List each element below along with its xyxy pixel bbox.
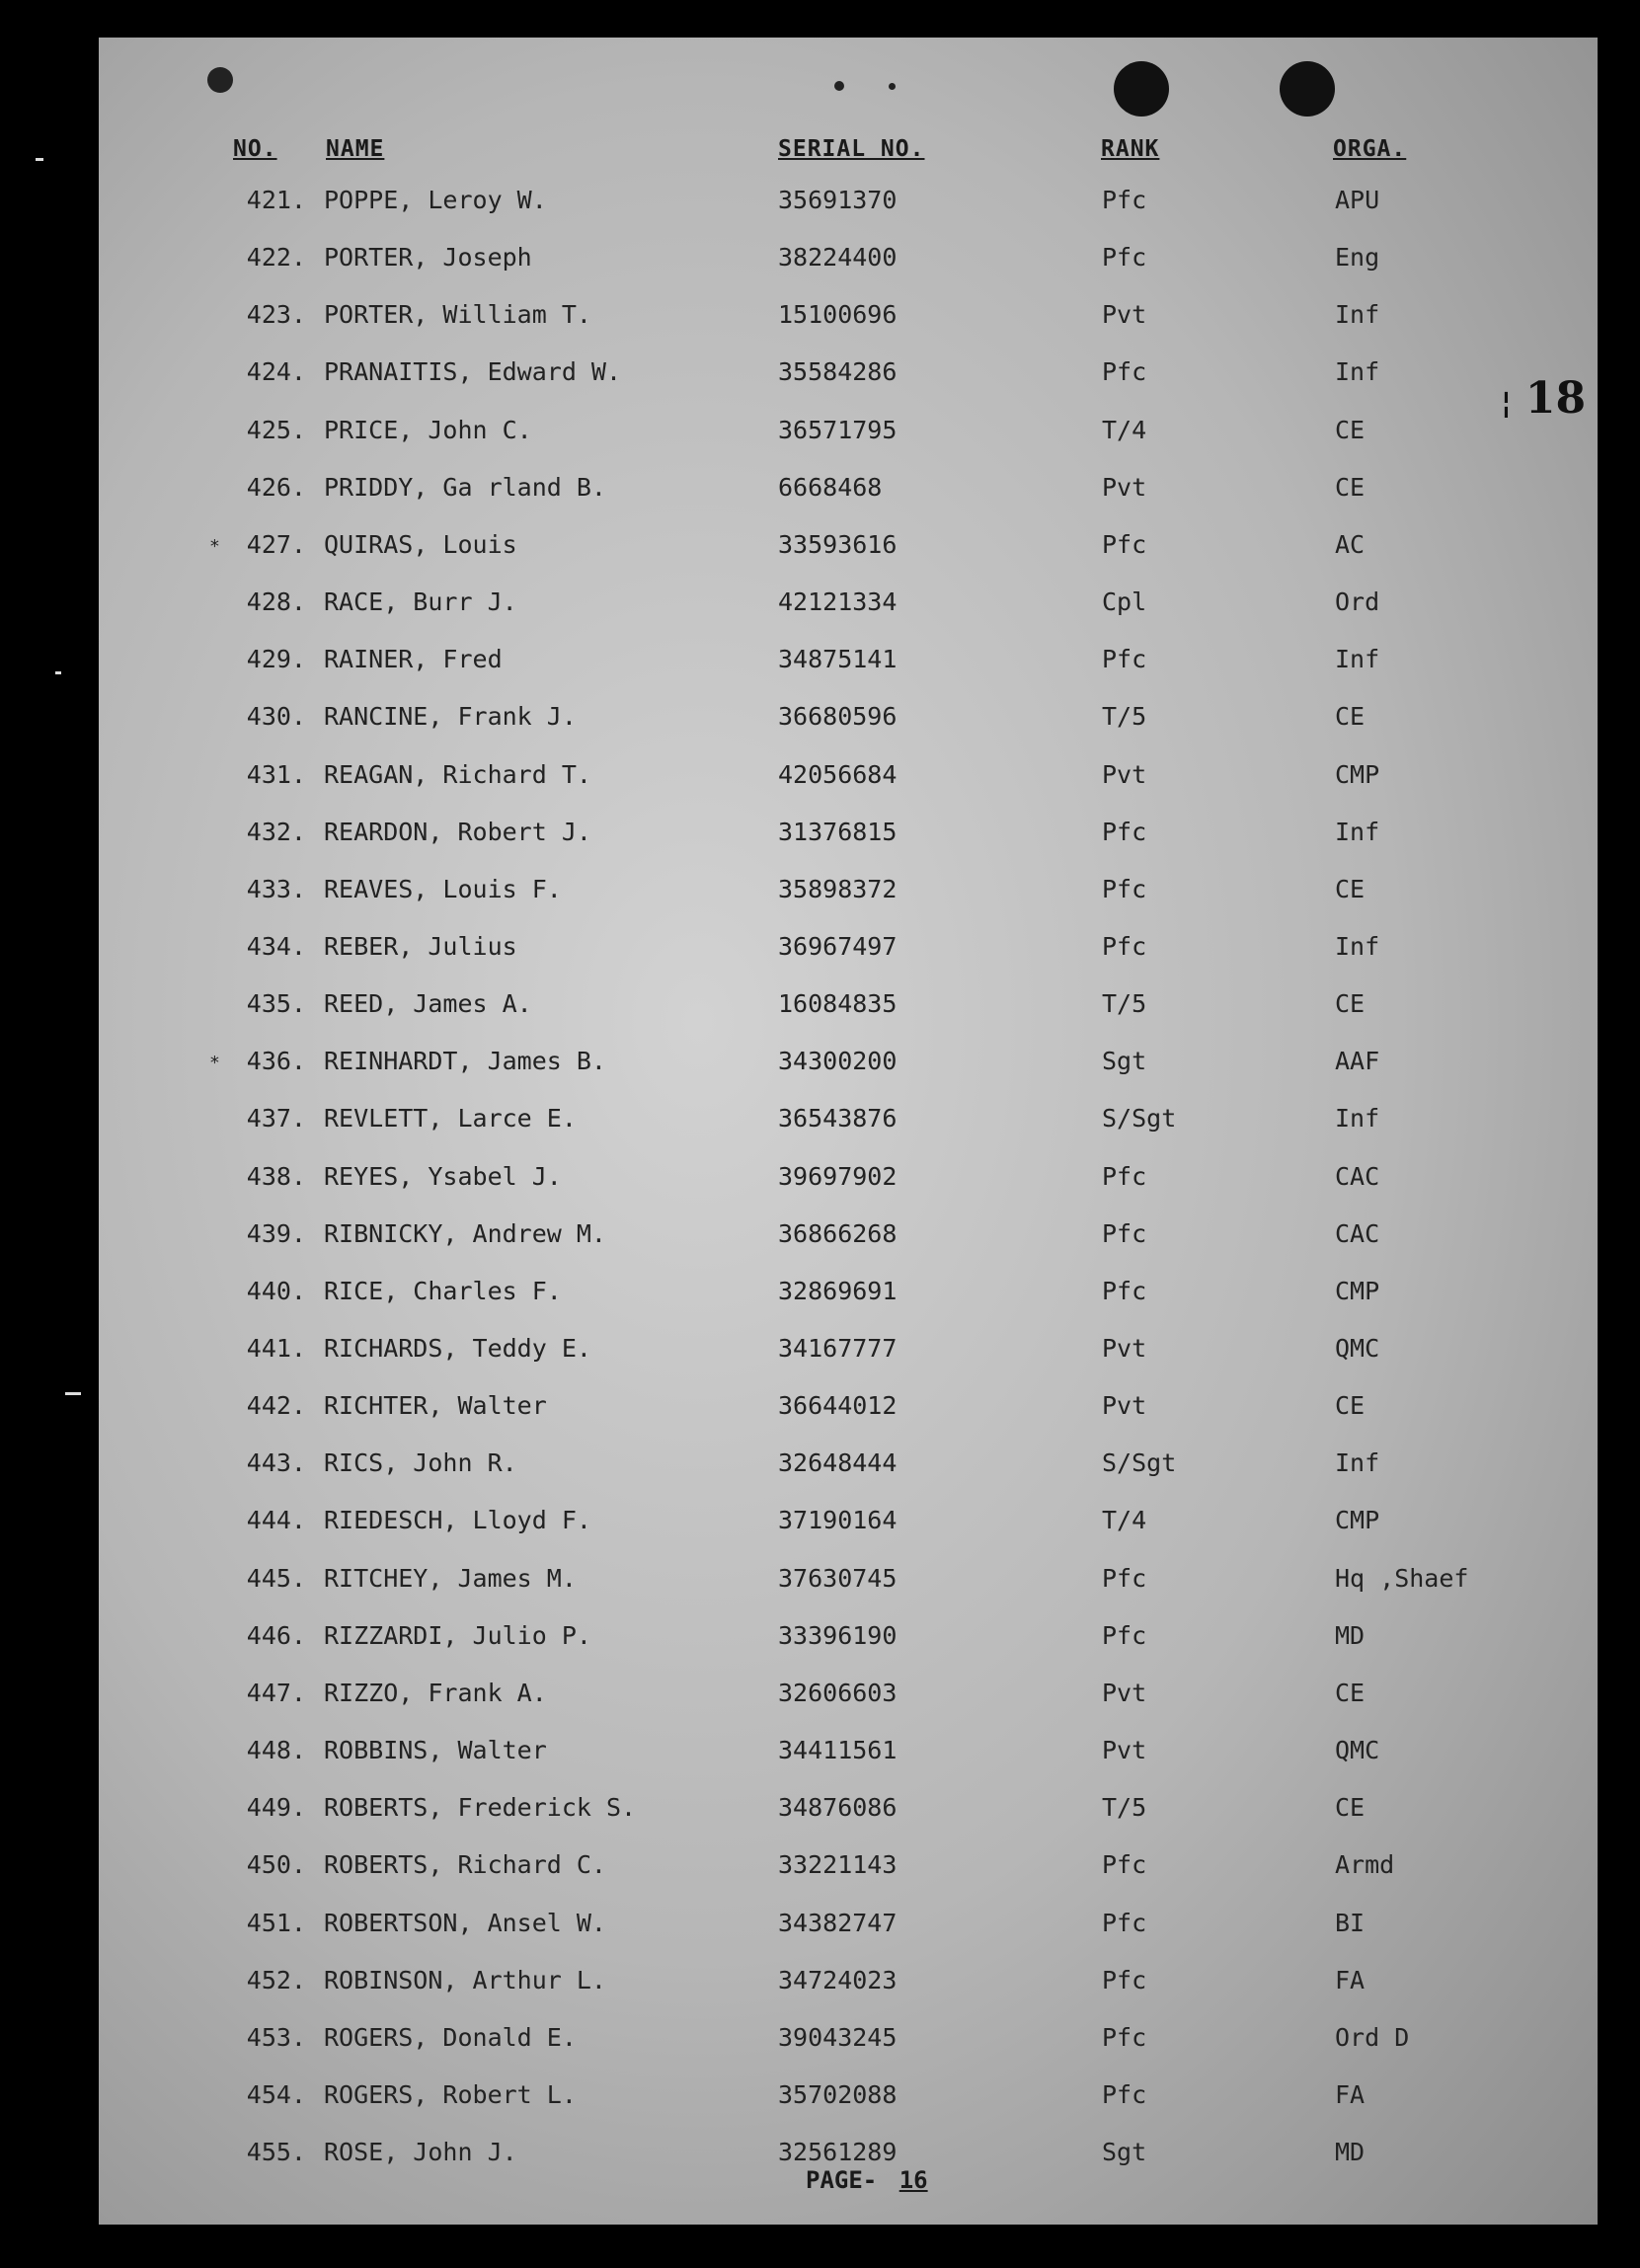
cell-serial: 39697902 <box>778 1161 898 1191</box>
ink-dot <box>889 83 896 90</box>
cell-rank: T/5 <box>1102 702 1147 732</box>
cell-name: PRIDDY, Ga rland B. <box>324 472 606 502</box>
cell-name: RICHARDS, Teddy E. <box>324 1334 591 1363</box>
header-org: ORGA. <box>1333 136 1407 162</box>
cell-org: CE <box>1335 702 1366 732</box>
cell-name: PRANAITIS, Edward W. <box>324 357 622 387</box>
cell-rank: Pfc <box>1102 874 1147 903</box>
table-row <box>99 2023 1598 2063</box>
cell-rank: Pfc <box>1102 645 1147 674</box>
table-row <box>99 1448 1598 1488</box>
cell-org: CE <box>1335 415 1366 444</box>
page-label: PAGE <box>806 2166 863 2194</box>
cell-serial: 36967497 <box>778 931 898 961</box>
cell-org: FA <box>1335 2079 1366 2109</box>
table-row <box>99 1506 1598 1545</box>
cell-name: ROBERTS, Frederick S. <box>324 1793 637 1823</box>
cell-no: 437. <box>246 1104 306 1134</box>
table-row <box>99 1104 1598 1143</box>
cell-rank: Pfc <box>1102 1965 1147 1994</box>
header-serial: SERIAL NO. <box>778 136 925 162</box>
cell-no: 434. <box>246 931 306 961</box>
cell-name: ROGERS, Donald E. <box>324 2022 577 2052</box>
cell-name: PRICE, John C. <box>324 415 532 444</box>
cell-org: Inf <box>1335 931 1380 961</box>
table-row <box>99 1909 1598 1948</box>
cell-serial: 34876086 <box>778 1793 898 1823</box>
cell-rank: Pfc <box>1102 186 1147 214</box>
cell-no: 438. <box>246 1161 306 1191</box>
cell-name: PORTER, Joseph <box>324 243 532 273</box>
cell-rank: Pfc <box>1102 2022 1147 2052</box>
table-row <box>99 702 1598 742</box>
cell-serial: 36866268 <box>778 1218 898 1248</box>
cell-serial: 35584286 <box>778 357 898 387</box>
cell-no: 453. <box>246 2022 306 2052</box>
cell-rank: T/5 <box>1102 989 1147 1019</box>
table-row <box>99 1850 1598 1890</box>
cell-serial: 35898372 <box>778 874 898 903</box>
cell-name: REARDON, Robert J. <box>324 817 591 846</box>
cell-no: 447. <box>246 1678 306 1707</box>
table-row <box>99 1047 1598 1086</box>
cell-rank: Pfc <box>1102 1276 1147 1305</box>
cell-no: 435. <box>246 989 306 1019</box>
table-row <box>99 243 1598 282</box>
cell-org: CAC <box>1335 1218 1380 1248</box>
cell-rank: Pfc <box>1102 357 1147 387</box>
document-sheet <box>99 38 1598 2225</box>
cell-name: PORTER, William T. <box>324 300 591 330</box>
cell-org: APU <box>1335 186 1380 214</box>
cell-org: CE <box>1335 472 1366 502</box>
cell-org: QMC <box>1335 1334 1380 1363</box>
cell-serial: 37190164 <box>778 1506 898 1535</box>
edge-mark <box>36 158 43 161</box>
punch-hole <box>1114 61 1169 117</box>
cell-name: RIEDESCH, Lloyd F. <box>324 1506 591 1535</box>
cell-serial: 34724023 <box>778 1965 898 1994</box>
cell-name: QUIRAS, Louis <box>324 529 517 559</box>
table-row <box>99 530 1598 570</box>
table-row <box>99 473 1598 512</box>
table-row <box>99 1391 1598 1431</box>
cell-serial: 33221143 <box>778 1850 898 1880</box>
cell-rank: Pvt <box>1102 1334 1147 1363</box>
cell-org: CMP <box>1335 759 1380 789</box>
cell-no: 452. <box>246 1965 306 1994</box>
cell-no: 423. <box>246 300 306 330</box>
cell-name: ROSE, John J. <box>324 2138 517 2167</box>
cell-org: MD <box>1335 2138 1366 2167</box>
cell-no: 455. <box>246 2138 306 2167</box>
cell-serial: 33593616 <box>778 529 898 559</box>
cell-rank: Sgt <box>1102 1047 1147 1076</box>
cell-name: RIBNICKY, Andrew M. <box>324 1218 606 1248</box>
cell-no: 448. <box>246 1736 306 1765</box>
cell-org: FA <box>1335 1965 1366 1994</box>
cell-rank: S/Sgt <box>1102 1104 1177 1134</box>
cell-serial: 35691370 <box>778 186 898 214</box>
cell-name: REVLETT, Larce E. <box>324 1104 577 1134</box>
cell-no: 436. <box>246 1047 306 1076</box>
cell-rank: Pfc <box>1102 243 1147 273</box>
cell-rank: Pvt <box>1102 300 1147 330</box>
cell-name: POPPE, Leroy W. <box>324 186 547 214</box>
cell-name: RANCINE, Frank J. <box>324 702 577 732</box>
page-footer: PAGE- 16 <box>806 2166 928 2194</box>
cell-name: RACE, Burr J. <box>324 587 517 617</box>
cell-rank: T/4 <box>1102 415 1147 444</box>
cell-rank: Pfc <box>1102 1620 1147 1650</box>
cell-no: 451. <box>246 1908 306 1937</box>
cell-name: REBER, Julius <box>324 931 517 961</box>
cell-org: CMP <box>1335 1276 1380 1305</box>
header-name: NAME <box>326 136 385 162</box>
cell-serial: 34382747 <box>778 1908 898 1937</box>
table-row <box>99 1219 1598 1259</box>
table-row <box>99 1334 1598 1373</box>
cell-rank: Pvt <box>1102 1391 1147 1421</box>
cell-org: Inf <box>1335 645 1380 674</box>
cell-org: QMC <box>1335 1736 1380 1765</box>
cell-org: CE <box>1335 1793 1366 1823</box>
cell-rank: Pvt <box>1102 1736 1147 1765</box>
cell-name: REYES, Ysabel J. <box>324 1161 562 1191</box>
cell-no: 424. <box>246 357 306 387</box>
cell-no: 430. <box>246 702 306 732</box>
cell-serial: 32869691 <box>778 1276 898 1305</box>
cell-org: Ord <box>1335 587 1380 617</box>
cell-no: 429. <box>246 645 306 674</box>
cell-serial: 34411561 <box>778 1736 898 1765</box>
cell-name: RIZZO, Frank A. <box>324 1678 547 1707</box>
page-number: 16 <box>898 2166 928 2194</box>
cell-no: 444. <box>246 1506 306 1535</box>
cell-serial: 42056684 <box>778 759 898 789</box>
cell-serial: 34875141 <box>778 645 898 674</box>
cell-name: REED, James A. <box>324 989 532 1019</box>
cell-no: 439. <box>246 1218 306 1248</box>
cell-org: AC <box>1335 529 1366 559</box>
cell-no: 441. <box>246 1334 306 1363</box>
cell-no: 450. <box>246 1850 306 1880</box>
cell-no: 440. <box>246 1276 306 1305</box>
cell-name: RICS, John R. <box>324 1448 517 1478</box>
table-row <box>99 357 1598 397</box>
cell-serial: 36571795 <box>778 415 898 444</box>
table-row <box>99 1679 1598 1718</box>
cell-org: Inf <box>1335 1104 1380 1134</box>
cell-rank: Pvt <box>1102 1678 1147 1707</box>
cell-star: * <box>209 1053 220 1074</box>
cell-serial: 33396190 <box>778 1620 898 1650</box>
cell-serial: 32648444 <box>778 1448 898 1478</box>
ink-dot <box>834 81 844 91</box>
table-row <box>99 1736 1598 1775</box>
cell-name: ROBERTS, Richard C. <box>324 1850 606 1880</box>
cell-serial: 15100696 <box>778 300 898 330</box>
cell-org: Armd <box>1335 1850 1395 1880</box>
cell-name: ROGERS, Robert L. <box>324 2079 577 2109</box>
edge-mark <box>55 671 61 674</box>
cell-rank: Pfc <box>1102 1908 1147 1937</box>
cell-no: 443. <box>246 1448 306 1478</box>
cell-org: Inf <box>1335 357 1380 387</box>
cell-rank: Pfc <box>1102 1218 1147 1248</box>
cell-serial: 31376815 <box>778 817 898 846</box>
table-row <box>99 818 1598 857</box>
table-row <box>99 1966 1598 2005</box>
cell-name: ROBBINS, Walter <box>324 1736 547 1765</box>
cell-no: 432. <box>246 817 306 846</box>
cell-name: RIZZARDI, Julio P. <box>324 1620 591 1650</box>
header-no: NO. <box>233 136 277 162</box>
cell-org: Inf <box>1335 300 1380 330</box>
cell-org: CE <box>1335 874 1366 903</box>
cell-rank: T/4 <box>1102 1506 1147 1535</box>
cell-org: CE <box>1335 1391 1366 1421</box>
cell-org: AAF <box>1335 1047 1380 1076</box>
table-row <box>99 760 1598 800</box>
cell-no: 427. <box>246 529 306 559</box>
cell-name: REINHARDT, James B. <box>324 1047 606 1076</box>
table-row <box>99 587 1598 627</box>
cell-serial: 42121334 <box>778 587 898 617</box>
table-row <box>99 1621 1598 1661</box>
cell-serial: 39043245 <box>778 2022 898 2052</box>
cell-name: REAGAN, Richard T. <box>324 759 591 789</box>
cell-rank: S/Sgt <box>1102 1448 1177 1478</box>
cell-org: Hq ,Shaef <box>1335 1563 1469 1593</box>
cell-no: 454. <box>246 2079 306 2109</box>
cell-star: * <box>209 535 220 557</box>
table-row <box>99 1277 1598 1316</box>
table-row <box>99 300 1598 340</box>
table-row <box>99 932 1598 972</box>
cell-rank: Pfc <box>1102 1161 1147 1191</box>
cell-serial: 32606603 <box>778 1678 898 1707</box>
cell-rank: Pvt <box>1102 472 1147 502</box>
cell-org: BI <box>1335 1908 1366 1937</box>
cell-org: CAC <box>1335 1161 1380 1191</box>
cell-no: 422. <box>246 243 306 273</box>
cell-org: CE <box>1335 1678 1366 1707</box>
cell-no: 433. <box>246 874 306 903</box>
cell-rank: Pfc <box>1102 817 1147 846</box>
cell-serial: 34300200 <box>778 1047 898 1076</box>
cell-org: Inf <box>1335 817 1380 846</box>
cell-no: 445. <box>246 1563 306 1593</box>
cell-rank: Pvt <box>1102 759 1147 789</box>
header-rank: RANK <box>1101 136 1160 162</box>
table-row <box>99 1162 1598 1202</box>
cell-org: CE <box>1335 989 1366 1019</box>
edge-mark <box>65 1392 81 1395</box>
cell-serial: 36543876 <box>778 1104 898 1134</box>
cell-no: 421. <box>246 186 306 214</box>
cell-no: 431. <box>246 759 306 789</box>
cell-serial: 36644012 <box>778 1391 898 1421</box>
cell-rank: Pfc <box>1102 931 1147 961</box>
table-row <box>99 645 1598 684</box>
table-row <box>99 186 1598 225</box>
table-row <box>99 1564 1598 1603</box>
cell-no: 428. <box>246 587 306 617</box>
cell-no: 426. <box>246 472 306 502</box>
cell-serial: 37630745 <box>778 1563 898 1593</box>
cell-name: REAVES, Louis F. <box>324 874 562 903</box>
cell-rank: Sgt <box>1102 2138 1147 2167</box>
table-row <box>99 416 1598 455</box>
cell-org: CMP <box>1335 1506 1380 1535</box>
punch-hole <box>207 67 233 93</box>
cell-serial: 38224400 <box>778 243 898 273</box>
cell-serial: 34167777 <box>778 1334 898 1363</box>
cell-name: RITCHEY, James M. <box>324 1563 577 1593</box>
table-row <box>99 1793 1598 1833</box>
cell-no: 425. <box>246 415 306 444</box>
cell-rank: T/5 <box>1102 1793 1147 1823</box>
cell-name: ROBINSON, Arthur L. <box>324 1965 606 1994</box>
cell-serial: 32561289 <box>778 2138 898 2167</box>
cell-rank: Pfc <box>1102 1850 1147 1880</box>
cell-no: 442. <box>246 1391 306 1421</box>
cell-name: RAINER, Fred <box>324 645 503 674</box>
cell-rank: Pfc <box>1102 2079 1147 2109</box>
cell-no: 446. <box>246 1620 306 1650</box>
cell-name: RICE, Charles F. <box>324 1276 562 1305</box>
cell-no: 449. <box>246 1793 306 1823</box>
cell-org: Ord D <box>1335 2022 1410 2052</box>
cell-org: Eng <box>1335 243 1380 273</box>
cell-org: MD <box>1335 1620 1366 1650</box>
cell-serial: 6668468 <box>778 472 883 502</box>
punch-hole <box>1280 61 1335 117</box>
cell-rank: Pfc <box>1102 529 1147 559</box>
cell-serial: 36680596 <box>778 702 898 732</box>
cell-serial: 16084835 <box>778 989 898 1019</box>
cell-rank: Pfc <box>1102 1563 1147 1593</box>
cell-serial: 35702088 <box>778 2079 898 2109</box>
side-note: ¦ 18 <box>1501 373 1587 424</box>
table-row <box>99 875 1598 914</box>
cell-name: ROBERTSON, Ansel W. <box>324 1908 606 1937</box>
table-row <box>99 2080 1598 2120</box>
cell-org: Inf <box>1335 1448 1380 1478</box>
cell-rank: Cpl <box>1102 587 1147 617</box>
cell-name: RICHTER, Walter <box>324 1391 547 1421</box>
table-row <box>99 989 1598 1029</box>
